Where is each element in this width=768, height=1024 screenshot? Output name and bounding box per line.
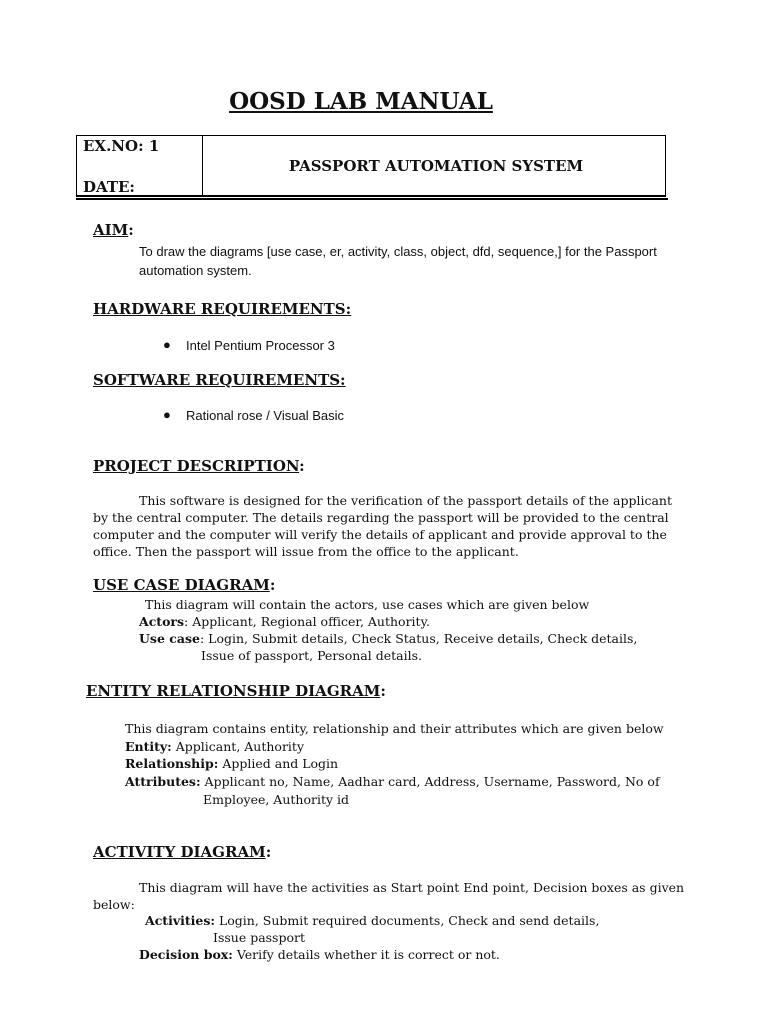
activity-decision xyxy=(139,946,500,963)
aim-line-1: To draw the diagrams [use case, er, activity, class, object, dfd, sequence,] for the Passport xyxy=(139,244,657,259)
activities-value-1: Login, Submit required documents, Check and send details, xyxy=(214,913,600,928)
attributes-value-2: Employee, Authority id xyxy=(203,792,350,807)
er-entity xyxy=(125,738,304,755)
project-description-heading xyxy=(93,457,305,475)
project-title: PASSPORT AUTOMATION SYSTEM xyxy=(288,157,584,175)
hardware-item: Intel Pentium Processor 3 xyxy=(186,338,335,353)
project-description-line-3: computer and the computer will verify the details of applicant and provide approval to the xyxy=(93,527,667,542)
attributes-label: Attributes: xyxy=(125,774,201,789)
attributes-value-1: Applicant no, Name, Aadhar card, Address, Username, Password, No of xyxy=(200,774,660,789)
decision-label: Decision box: xyxy=(139,947,233,962)
entity-label: Entity: xyxy=(125,739,172,754)
use-case-heading xyxy=(93,576,275,594)
entity-value: Applicant, Authority xyxy=(171,739,305,754)
er-heading-colon: : xyxy=(380,682,386,700)
use-case-heading-text: USE CASE DIAGRAM xyxy=(93,576,270,594)
use-case-heading-colon: : xyxy=(269,576,276,594)
aim-heading-text: AIM xyxy=(93,221,129,239)
bullet-icon: ● xyxy=(163,407,171,422)
activity-intro-1: This diagram will have the activities as Start point End point, Decision boxes as given xyxy=(139,880,685,895)
hardware-heading xyxy=(93,300,351,318)
document-title: OOSD LAB MANUAL xyxy=(229,88,493,115)
actors-label: Actors xyxy=(139,614,185,629)
project-description-line-4: office. Then the passport will issue from the office to the applicant. xyxy=(93,544,519,559)
activity-activities xyxy=(145,912,599,929)
activity-heading xyxy=(93,843,271,861)
use-case-intro: This diagram will contain the actors, use cases which are given below xyxy=(145,597,590,612)
activity-intro-2: below: xyxy=(93,897,135,912)
aim-line-2: automation system. xyxy=(139,263,252,278)
header-table-divider xyxy=(202,135,203,197)
project-description-heading-text: PROJECT DESCRIPTION xyxy=(93,457,300,475)
er-heading-text: ENTITY RELATIONSHIP DIAGRAM xyxy=(86,682,381,700)
use-case-actors xyxy=(139,613,430,630)
er-heading xyxy=(86,682,386,700)
activity-heading-colon: : xyxy=(265,843,272,861)
er-relationship xyxy=(125,755,338,772)
project-description-heading-colon: : xyxy=(299,457,305,475)
aim-heading-colon: : xyxy=(128,221,134,239)
activities-label: Activities: xyxy=(145,913,215,928)
software-heading-text: SOFTWARE REQUIREMENTS: xyxy=(93,371,346,389)
relationship-value: Applied and Login xyxy=(218,756,339,771)
header-table-underline xyxy=(76,198,668,200)
usecase-value-2: Issue of passport, Personal details. xyxy=(201,648,422,663)
activity-heading-text: ACTIVITY DIAGRAM xyxy=(93,843,266,861)
software-heading xyxy=(93,371,346,389)
er-attributes xyxy=(125,773,660,790)
hardware-heading-text: HARDWARE REQUIREMENTS: xyxy=(93,300,352,318)
usecase-label: Use case xyxy=(139,631,200,646)
decision-value: Verify details whether it is correct or not. xyxy=(232,947,500,962)
activities-value-2: Issue passport xyxy=(213,930,305,945)
relationship-label: Relationship: xyxy=(125,756,219,771)
aim-heading xyxy=(93,221,134,239)
er-intro: This diagram contains entity, relationship and their attributes which are given below xyxy=(125,721,664,736)
project-description-line-1: This software is designed for the verification of the passport details of the applicant xyxy=(139,493,672,508)
use-case-usecases xyxy=(139,630,637,647)
usecase-value-1: : Login, Submit details, Check Status, Receive details, Check details, xyxy=(199,631,638,646)
actors-value: : Applicant, Regional officer, Authority. xyxy=(184,614,430,629)
date-label: DATE: xyxy=(83,178,135,196)
exercise-number: EX.NO: 1 xyxy=(83,137,160,155)
bullet-icon: ● xyxy=(163,337,171,352)
project-description-line-2: by the central computer. The details regarding the passport will be provided to the central xyxy=(93,510,669,525)
software-item: Rational rose / Visual Basic xyxy=(186,408,345,423)
